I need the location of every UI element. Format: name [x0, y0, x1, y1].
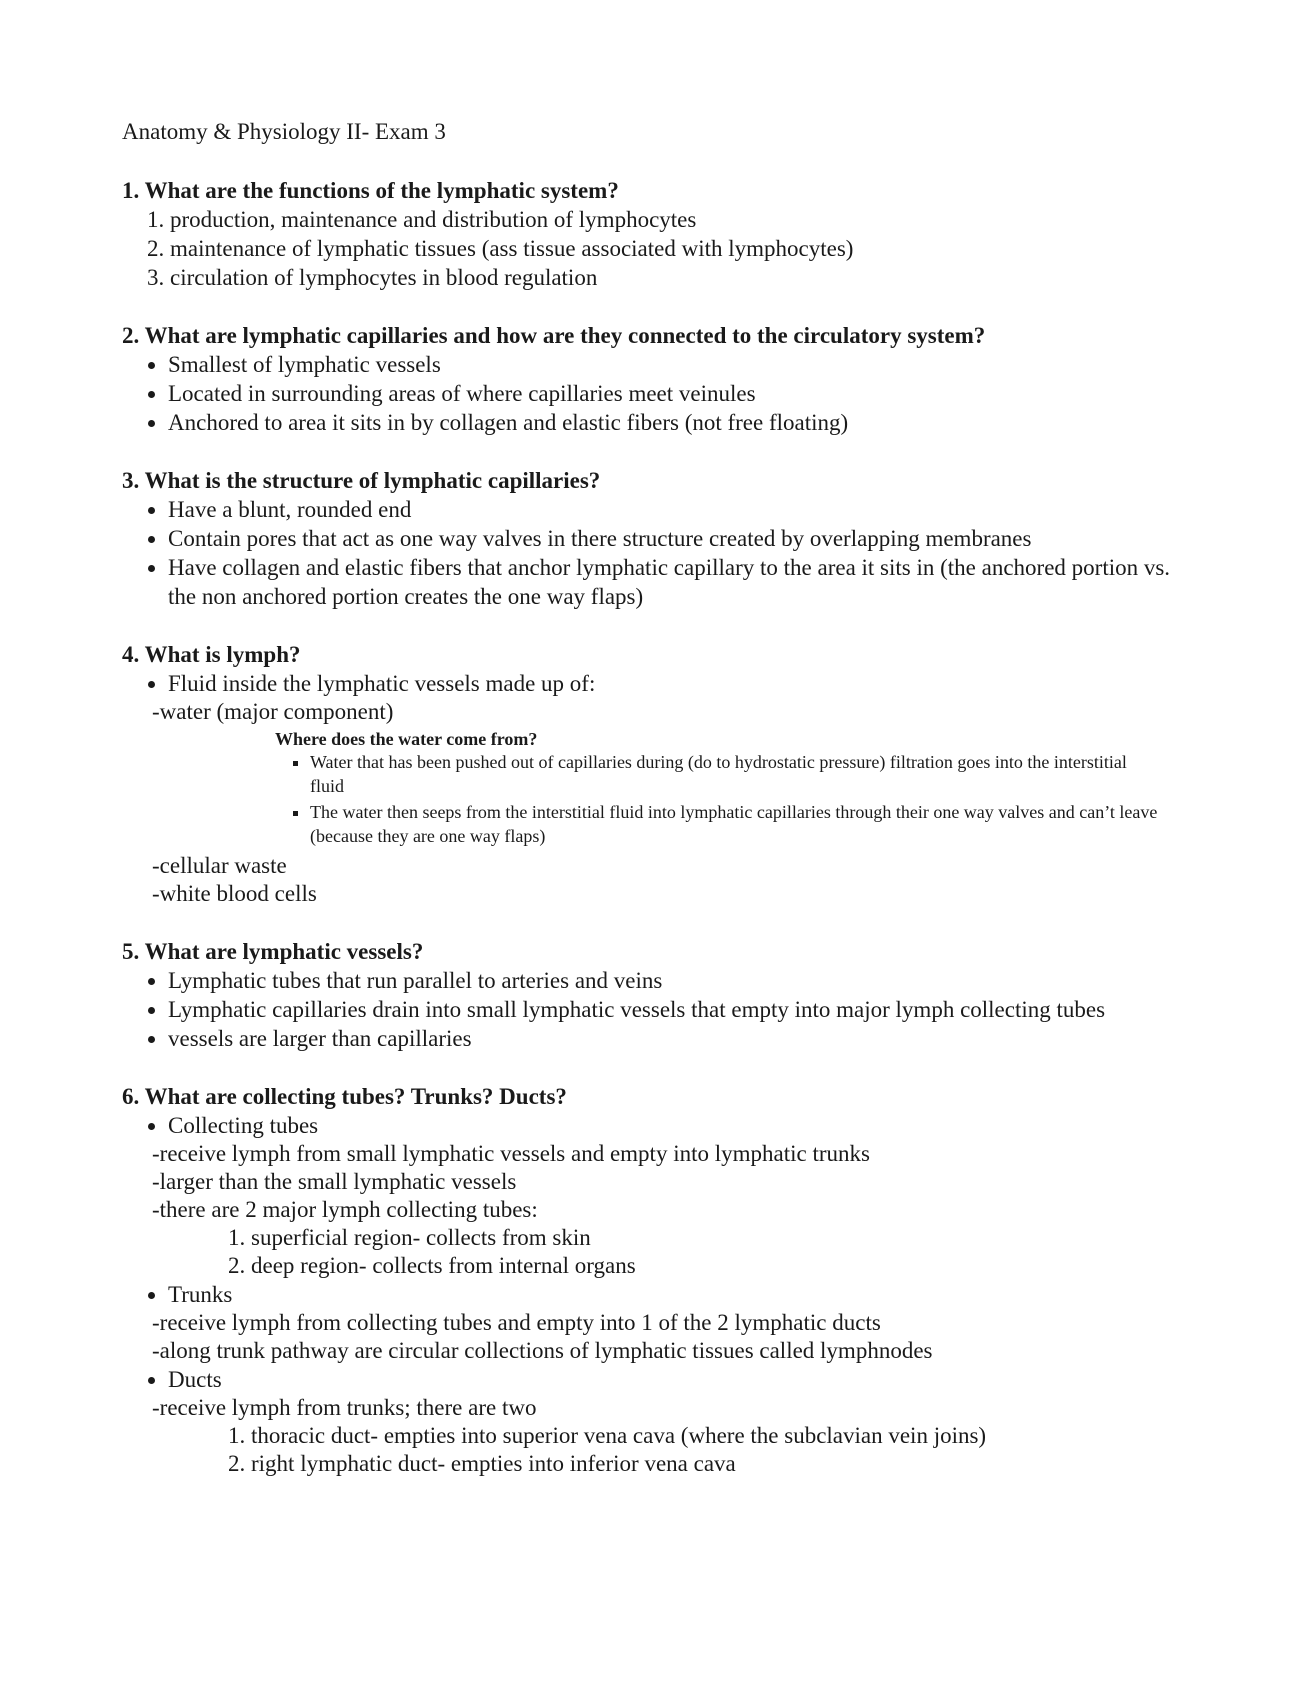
water-source-heading: Where does the water come from? [275, 729, 538, 749]
list-item: 3. circulation of lymphocytes in blood regulation [147, 265, 598, 290]
numbered-line: 2. deep region- collects from internal organs [228, 1253, 636, 1278]
question-1-heading: 1. What are the functions of the lymphatic system? [122, 178, 619, 203]
numbered-line: 1. superficial region- collects from skin [228, 1225, 591, 1250]
detail-line: -there are 2 major lymph collecting tubes: [152, 1197, 538, 1222]
question-5 [122, 938, 1202, 1053]
question-6-list [122, 1111, 1202, 1140]
document-page [122, 115, 1202, 1508]
list-item [168, 1280, 1202, 1309]
question-4 [122, 641, 1202, 908]
question-6 [122, 1083, 1202, 1478]
list-item: • Contain pores that act as one way valves in there structure created by overlapping membranes [168, 524, 1202, 553]
detail-line: -receive lymph from small lymphatic vessels and empty into lymphatic trunks [152, 1141, 870, 1166]
question-3 [122, 467, 1202, 611]
question-6-list-trunks [122, 1280, 1202, 1309]
question-2-heading: 2. What are lymphatic capillaries and how are they connected to the circulatory system? [122, 323, 986, 348]
question-4-list [122, 669, 1202, 698]
detail-line: -larger than the small lymphatic vessels [152, 1169, 517, 1194]
question-1-list [122, 205, 1202, 292]
document-title: Anatomy & Physiology II- Exam 3 [122, 119, 446, 144]
list-item: • Lymphatic tubes that run parallel to arteries and veins [168, 966, 1202, 995]
list-item: ▪ The water then seeps from the interstitial fluid into lymphatic capillaries through their one way valves and can’t leave (because they are one way flaps) [310, 800, 1162, 848]
collecting-tubes-label: Collecting tubes [168, 1113, 319, 1138]
lymph-component-waste: -cellular waste [152, 853, 287, 878]
lymph-component-water: -water (major component) [152, 699, 394, 724]
list-item: • Smallest of lymphatic vessels [168, 350, 1202, 379]
list-item: ▪ Water that has been pushed out of capillaries during (do to hydrostatic pressure) filtration goes into the interstitial fluid [310, 750, 1162, 798]
question-5-heading: 5. What are lymphatic vessels? [122, 939, 424, 964]
numbered-line: 2. right lymphatic duct- empties into inferior vena cava [228, 1451, 736, 1476]
question-6-heading: 6. What are collecting tubes? Trunks? Ducts? [122, 1084, 567, 1109]
question-3-heading: 3. What is the structure of lymphatic capillaries? [122, 468, 601, 493]
detail-line: -receive lymph from trunks; there are two [152, 1395, 537, 1420]
lymph-component-wbc: -white blood cells [152, 881, 317, 906]
list-item: • Have collagen and elastic fibers that anchor lymphatic capillary to the area it sits in (the anchored portion vs. the non anchored portion creates the one way flaps) [168, 553, 1202, 611]
ducts-label: Ducts [168, 1367, 222, 1392]
question-2-list [122, 350, 1202, 437]
question-4-heading: 4. What is lymph? [122, 642, 301, 667]
question-3-list [122, 495, 1202, 611]
detail-line: -along trunk pathway are circular collections of lymphatic tissues called lymphnodes [152, 1338, 933, 1363]
detail-line: -receive lymph from collecting tubes and empty into 1 of the 2 lymphatic ducts [152, 1310, 881, 1335]
question-2 [122, 322, 1202, 437]
question-5-list [122, 966, 1202, 1053]
water-source-list [122, 750, 1202, 852]
list-item: • vessels are larger than capillaries [168, 1024, 1202, 1053]
list-item: • Located in surrounding areas of where capillaries meet veinules [168, 379, 1202, 408]
list-item: • Have a blunt, rounded end [168, 495, 1202, 524]
list-item: • Fluid inside the lymphatic vessels made up of: [168, 669, 1202, 698]
list-item [168, 1111, 1202, 1140]
list-item [168, 1365, 1202, 1394]
numbered-line: 1. thoracic duct- empties into superior vena cava (where the subclavian vein joins) [228, 1423, 987, 1448]
list-item: • Anchored to area it sits in by collagen and elastic fibers (not free floating) [168, 408, 1202, 437]
list-item: 1. production, maintenance and distribution of lymphocytes [147, 207, 697, 232]
list-item: 2. maintenance of lymphatic tissues (ass tissue associated with lymphocytes) [147, 236, 854, 261]
question-6-list-ducts [122, 1365, 1202, 1394]
question-1 [122, 177, 1202, 292]
list-item: • Lymphatic capillaries drain into small lymphatic vessels that empty into major lymph collecting tubes [168, 995, 1202, 1024]
trunks-label: Trunks [168, 1282, 233, 1307]
